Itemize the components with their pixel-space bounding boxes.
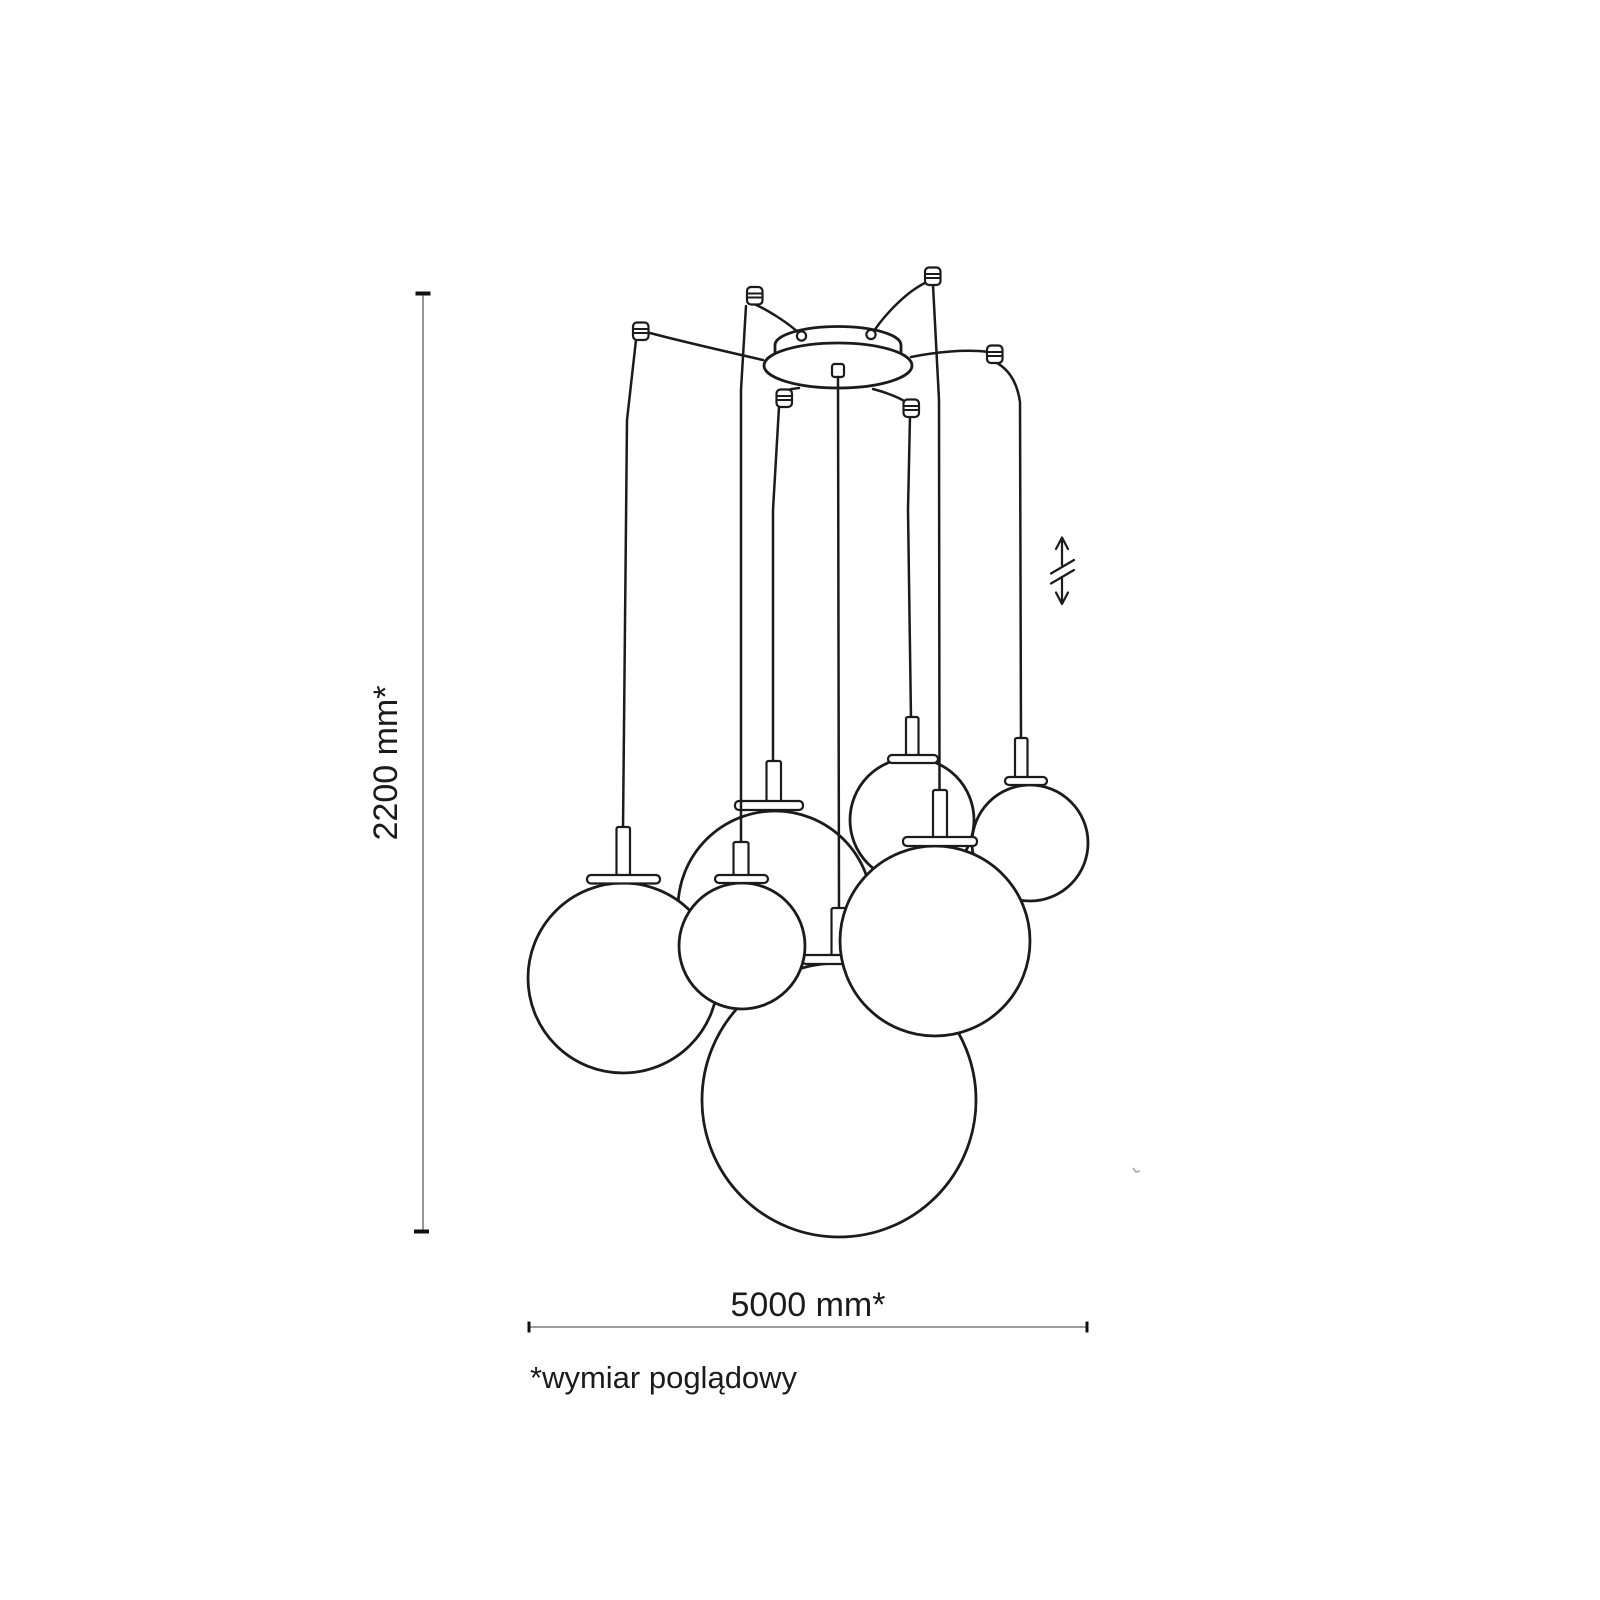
horizontal-dimension	[528, 1286, 1089, 1333]
canopy-cord-to-grip-2	[650, 333, 763, 360]
globe-f-cord	[908, 416, 911, 719]
globe-g-stem	[1015, 738, 1028, 779]
globe-f-collar	[888, 755, 938, 763]
canopy-cord-to-grip-4	[911, 351, 988, 357]
canopy-center-outlet	[832, 364, 844, 377]
globe-c-cord	[741, 306, 746, 844]
globe-c-glass	[679, 883, 805, 1009]
dimension-tick-right	[1086, 1322, 1089, 1333]
ceiling-grip-3	[925, 268, 941, 286]
globe-b-cord	[773, 407, 779, 763]
canopy-cord-to-grip-3	[872, 282, 927, 334]
ceiling-grip-4	[987, 346, 1003, 364]
globe-g-cord	[997, 363, 1021, 740]
dimension-tick-left	[528, 1322, 531, 1333]
dimension-end-cap-top	[416, 292, 431, 296]
canopy-hole-right	[866, 330, 875, 339]
ceiling-grip-2	[633, 323, 649, 341]
globe-b-stem	[767, 761, 782, 803]
globe-e-cord	[838, 377, 839, 910]
globe-d-collar	[903, 837, 977, 846]
vertical-dimension	[367, 292, 431, 1234]
globe-d-glass	[840, 846, 1030, 1036]
height-dimension-label: 2200 mm*	[367, 685, 405, 841]
globe-c-stem	[734, 842, 749, 877]
canopy-hole-left	[797, 331, 806, 340]
globe-g	[972, 363, 1088, 901]
globe-g-collar	[1005, 777, 1047, 785]
ceiling-grip-5	[777, 390, 793, 408]
dimension-end-cap-bottom	[414, 1230, 429, 1234]
ceiling-grip-6	[904, 400, 920, 418]
globe-d-stem	[933, 790, 947, 838]
globe-d-cord	[933, 285, 940, 792]
canopy-cord-to-grip-6	[873, 389, 906, 402]
globe-c	[679, 306, 805, 1009]
globe-a-cord	[623, 340, 636, 829]
footnote-indicative-dimension: *wymiar poglądowy	[530, 1360, 798, 1395]
globe-a-stem	[617, 827, 631, 877]
globe-b-collar	[735, 801, 803, 810]
width-dimension-label: 5000 mm*	[730, 1286, 886, 1324]
height-adjust-arrow-icon	[1051, 538, 1074, 605]
globe-a-collar	[587, 875, 660, 884]
stray-mark	[1133, 1168, 1140, 1172]
globe-f-stem	[906, 717, 919, 757]
globe-d	[840, 285, 1030, 1036]
ceiling-grip-1	[747, 287, 763, 305]
globe-f	[850, 416, 974, 882]
globe-c-collar	[715, 875, 768, 883]
